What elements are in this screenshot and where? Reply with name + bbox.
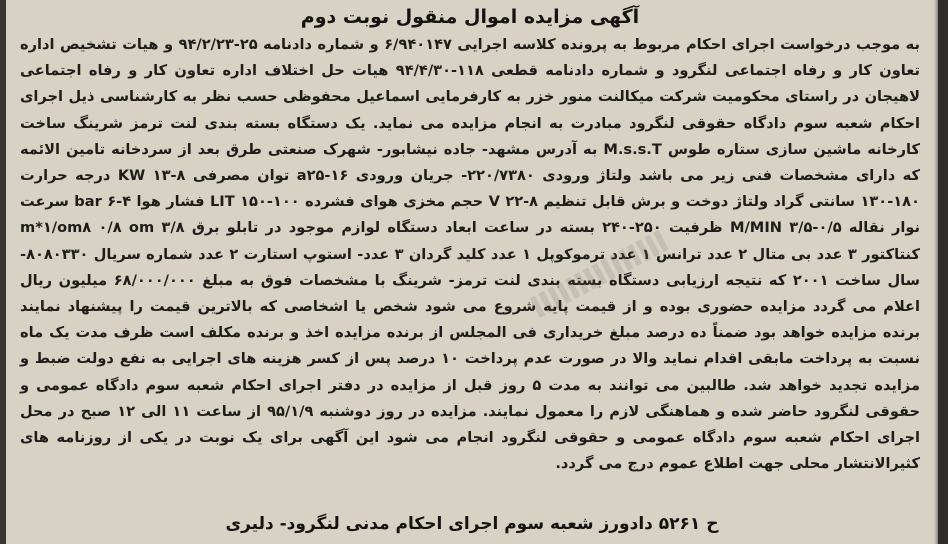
notice-signature: ح ۵۲۶۱ دادورز شعبه سوم اجرای احکام مدنی لنگرود- دلیری [225,514,719,534]
page-edge-shadow [934,0,938,544]
notice-body: به موجب درخواست اجرای احکام مربوط به پرونده کلاسه اجرایی ۶/۹۴۰۱۴۷ و شماره دادنامه ۲۵-۹۴/۲/۲۳ و هیات تشخیص اداره تعاون کار و رفاه اجتماعی لنگرود و شماره دادنامه قطعی ۱۱۸-۹۴/۴/۳۰ هیات حل اختلاف اداره تعاون کار و رفاه اجتماعی لاهیجان در راستای محکومیت شرکت میکالنت منور خزر به کارفرمایی اسماعیل محفوظی حسب نظر به کارشناسی ذیل اجرای احکام شعبه سوم دادگاه حقوقی لنگرود مبادرت به انجام مزایده می نماید. یک دستگاه بسته بندی لنت ترمز شرینگ ساخت کارخانه ماشین سازی ستاره طوس M.s.s.T به آدرس مشهد- جاده نیشابور- شهرک صنعتی طرق بعد از سردخانه تامین الائمه که دارای مشخصات فنی زیر می باشد ولتاژ ورودی ۲۲۰/۷۳۸۰- جریان ورودی ۱۶-a۲۵ توان مصرفی KW ۱۳-۸ درجه حرارت ۱۸۰-۱۳۰ سانتی گراد ولتاژ دوخت و برش قابل تنظیم V ۲۲-۸ حجم مخزی هوای فشرده LIT ۱۵۰-۱۰۰ فشار هوا bar ۶-۴ سرعت نوار نقاله M/MIN ۳/۵-۰/۵ ظرفیت ۲۵۰-۲۴۰ بسته در ساعت ابعاد دستگاه لوازم موجود در تابلو برق m*۱/om۸ ۰/۸ om ۳/۸ کنتاکتور ۳ عدد بی متال ۲ عدد ترانس ۱ عدد ترموکوپل ۱ عدد کلید گردان ۳ عدد- استوپ استارت ۲ عدد شماره سریال ۸۰۸۰۳۳۰- سال ساخت ۲۰۰۱ که نتیجه ارزیابی دستگاه بسته بندی لنت ترمز- شرینگ با مشخصات فوق به مبلغ ۶۸/۰۰۰/۰۰۰ میلیون ریال اعلام می گردد مزایده حضوری بوده و از قیمت پایه شروع می شود شخص یا اشخاصی که بالاترین قیمت را پیشنهاد نمایند برنده مزایده خواهد بود ضمناً ده درصد مبلغ خریداری فی المجلس از برنده مزایده اخذ و برنده مکلف است ظرف مدت یک ماه نسبت به پرداخت مابقی اقدام نماید والا در صورت عدم پرداخت ۱۰ درصد پس از کسر هزینه های اجرایی به نفع دولت ضبط و مزایده تجدید خواهد شد. طالبین می توانند به مدت ۵ روز قبل از مزایده در دفتر اجرای احکام شعبه سوم دادگاه عمومی و حقوقی لنگرود حاضر شده و هماهنگی لازم را معمول نمایند. مزایده در روز دوشنبه ۹۵/۱/۹ از ساعت ۱۱ الی ۱۲ صبح در محل اجرای احکام شعبه سوم دادگاه عمومی و حقوقی لنگرود انجام می شود این آگهی برای یک نوبت در یکی از روزنامه های کثیرالانتشار محلی جهت اطلاع عموم درج می گردد. [20,36,921,473]
notice-title: آگهی مزایده اموال منقول نوبت دوم [300,6,640,28]
